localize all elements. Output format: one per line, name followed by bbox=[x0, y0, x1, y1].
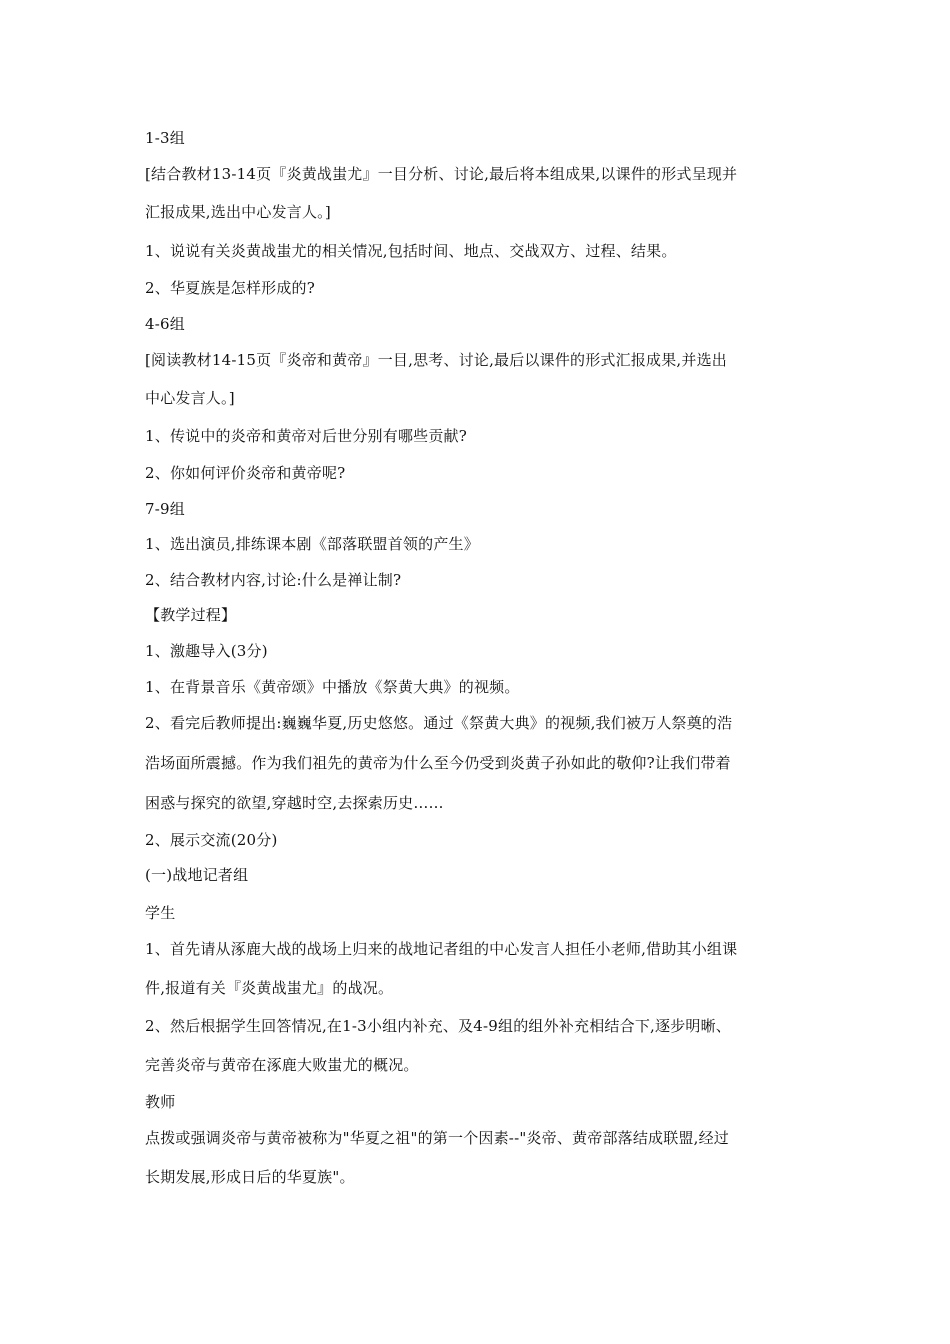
paragraph-line: 2、然后根据学生回答情况,在1-3小组内补充、及4-9组的组外补充相结合下,逐步明晰、 bbox=[145, 1017, 731, 1035]
paragraph-line: 困惑与探究的欲望,穿越时空,去探索历史…… bbox=[145, 794, 444, 812]
section-heading-teaching-process: 【教学过程】 bbox=[145, 606, 237, 624]
paragraph-line: 1、首先请从涿鹿大战的战场上归来的战地记者组的中心发言人担任小老师,借助其小组课 bbox=[145, 940, 738, 958]
paragraph-line: 长期发展,形成日后的华夏族"。 bbox=[145, 1168, 355, 1186]
list-item: 2、华夏族是怎样形成的? bbox=[145, 279, 315, 297]
paragraph-line: 浩场面所震撼。作为我们祖先的黄帝为什么至今仍受到炎黄子孙如此的敬仰?让我们带着 bbox=[145, 754, 731, 772]
paragraph-line: 汇报成果,选出中心发言人。] bbox=[145, 203, 331, 221]
list-item: 2、展示交流(20分) bbox=[145, 831, 278, 849]
paragraph-line: 件,报道有关『炎黄战蚩尤』的战况。 bbox=[145, 979, 394, 997]
list-item: 1、选出演员,排练课本剧《部落联盟首领的产生》 bbox=[145, 535, 479, 553]
paragraph-line: 中心发言人。] bbox=[145, 389, 235, 407]
paragraph-line: [阅读教材14-15页『炎帝和黄帝』一目,思考、讨论,最后以课件的形式汇报成果,并选出 bbox=[145, 351, 728, 369]
paragraph-line: 2、看完后教师提出:巍巍华夏,历史悠悠。通过《祭黄大典》的视频,我们被万人祭奠的浩 bbox=[145, 714, 733, 732]
section-heading-groups-1-3: 1-3组 bbox=[145, 129, 185, 147]
list-item: 2、你如何评价炎帝和黄帝呢? bbox=[145, 464, 346, 482]
list-item: 2、结合教材内容,讨论:什么是禅让制? bbox=[145, 571, 402, 589]
paragraph-line: [结合教材13-14页『炎黄战蚩尤』一目分析、讨论,最后将本组成果,以课件的形式呈现并 bbox=[145, 165, 738, 183]
list-item: 1、传说中的炎帝和黄帝对后世分别有哪些贡献? bbox=[145, 427, 467, 445]
paragraph-line: 点拨或强调炎帝与黄帝被称为"华夏之祖"的第一个因素--"炎帝、黄帝部落结成联盟,经过 bbox=[145, 1129, 730, 1147]
role-label: 学生 bbox=[145, 904, 176, 922]
section-heading-groups-7-9: 7-9组 bbox=[145, 500, 185, 518]
role-label: 教师 bbox=[145, 1093, 176, 1111]
subsection-heading: (一)战地记者组 bbox=[145, 866, 249, 884]
paragraph-line: 完善炎帝与黄帝在涿鹿大败蚩尤的概况。 bbox=[145, 1056, 419, 1074]
section-heading-groups-4-6: 4-6组 bbox=[145, 315, 185, 333]
list-item: 1、说说有关炎黄战蚩尤的相关情况,包括时间、地点、交战双方、过程、结果。 bbox=[145, 242, 677, 260]
list-item: 1、在背景音乐《黄帝颂》中播放《祭黄大典》的视频。 bbox=[145, 678, 520, 696]
list-item: 1、激趣导入(3分) bbox=[145, 642, 268, 660]
